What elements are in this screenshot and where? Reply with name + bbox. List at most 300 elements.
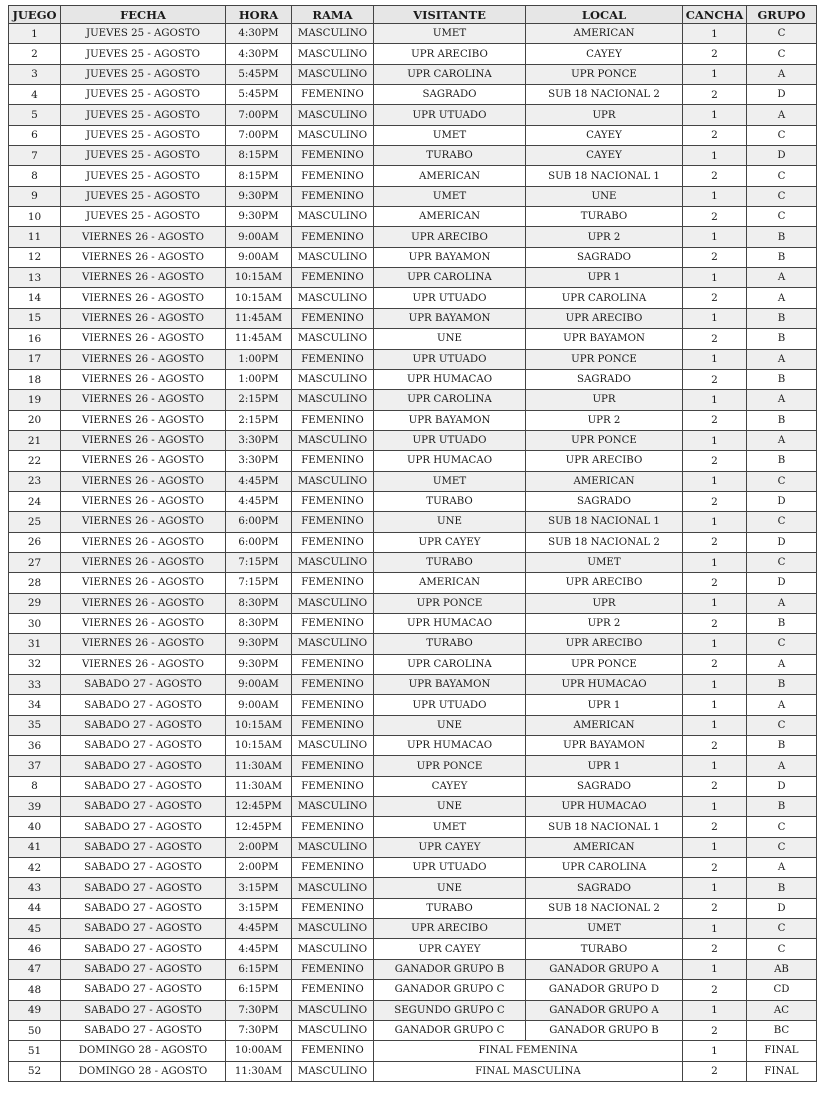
cell-juego: 14 [9, 288, 61, 308]
cell-cancha: 2 [683, 1061, 747, 1081]
cell-juego: 37 [9, 756, 61, 776]
cell-juego: 41 [9, 837, 61, 857]
cell-rama: MASCULINO [292, 247, 374, 267]
cell-juego: 44 [9, 898, 61, 918]
cell-visitante: UMET [374, 471, 526, 491]
cell-fecha: SABADO 27 - AGOSTO [61, 675, 226, 695]
cell-grupo: FINAL [747, 1041, 817, 1061]
cell-local: UPR 2 [526, 613, 683, 633]
cell-grupo: C [747, 186, 817, 206]
cell-fecha: VIERNES 26 - AGOSTO [61, 329, 226, 349]
cell-cancha: 2 [683, 451, 747, 471]
cell-visitante: UPR BAYAMON [374, 675, 526, 695]
cell-fecha: VIERNES 26 - AGOSTO [61, 430, 226, 450]
cell-grupo: B [747, 227, 817, 247]
cell-cancha: 1 [683, 227, 747, 247]
cell-visitante: UPR BAYAMON [374, 247, 526, 267]
cell-hora: 8:30PM [226, 613, 292, 633]
cell-grupo: A [747, 268, 817, 288]
cell-fecha: SABADO 27 - AGOSTO [61, 1020, 226, 1040]
cell-juego: 39 [9, 797, 61, 817]
cell-juego: 18 [9, 369, 61, 389]
cell-grupo: B [747, 878, 817, 898]
cell-cancha: 1 [683, 349, 747, 369]
cell-grupo: D [747, 146, 817, 166]
cell-rama: FEMENINO [292, 654, 374, 674]
cell-hora: 9:00AM [226, 227, 292, 247]
cell-visitante: UNE [374, 878, 526, 898]
cell-hora: 5:45PM [226, 64, 292, 84]
cell-cancha: 2 [683, 980, 747, 1000]
cell-juego: 50 [9, 1020, 61, 1040]
table-row [9, 898, 817, 918]
cell-hora: 8:15PM [226, 166, 292, 186]
table-row [9, 288, 817, 308]
cell-rama: FEMENINO [292, 186, 374, 206]
cell-cancha: 2 [683, 207, 747, 227]
cell-juego: 24 [9, 491, 61, 511]
cell-fecha: VIERNES 26 - AGOSTO [61, 451, 226, 471]
cell-visitante: UPR ARECIBO [374, 919, 526, 939]
cell-hora: 4:30PM [226, 24, 292, 44]
cell-local: SAGRADO [526, 878, 683, 898]
cell-rama: MASCULINO [292, 44, 374, 64]
cell-rama: FEMENINO [292, 858, 374, 878]
cell-visitante: AMERICAN [374, 207, 526, 227]
cell-grupo: A [747, 695, 817, 715]
cell-rama: FEMENINO [292, 1041, 374, 1061]
cell-fecha: JUEVES 25 - AGOSTO [61, 146, 226, 166]
cell-rama: FEMENINO [292, 959, 374, 979]
cell-grupo: B [747, 736, 817, 756]
cell-juego: 1 [9, 24, 61, 44]
cell-fecha: JUEVES 25 - AGOSTO [61, 207, 226, 227]
cell-rama: MASCULINO [292, 1061, 374, 1081]
cell-hora: 4:45PM [226, 919, 292, 939]
cell-rama: MASCULINO [292, 634, 374, 654]
cell-rama: MASCULINO [292, 939, 374, 959]
cell-local: CAYEY [526, 125, 683, 145]
cell-juego: 8 [9, 776, 61, 796]
cell-local: UPR 1 [526, 756, 683, 776]
cell-juego: 25 [9, 512, 61, 532]
cell-local: UPR [526, 105, 683, 125]
cell-rama: FEMENINO [292, 573, 374, 593]
cell-cancha: 1 [683, 593, 747, 613]
table-row [9, 491, 817, 511]
cell-local: UPR PONCE [526, 654, 683, 674]
table-row [9, 756, 817, 776]
cell-hora: 7:00PM [226, 105, 292, 125]
cell-fecha: SABADO 27 - AGOSTO [61, 939, 226, 959]
cell-fecha: VIERNES 26 - AGOSTO [61, 634, 226, 654]
cell-local: SAGRADO [526, 776, 683, 796]
cell-visitante: UPR CAROLINA [374, 654, 526, 674]
cell-juego: 15 [9, 308, 61, 328]
cell-visitante: TURABO [374, 898, 526, 918]
cell-rama: FEMENINO [292, 613, 374, 633]
cell-grupo: B [747, 308, 817, 328]
cell-juego: 30 [9, 613, 61, 633]
cell-rama: MASCULINO [292, 329, 374, 349]
table-row [9, 268, 817, 288]
cell-hora: 9:30PM [226, 634, 292, 654]
cell-grupo: A [747, 593, 817, 613]
table-row [9, 146, 817, 166]
table-row [9, 837, 817, 857]
cell-cancha: 1 [683, 695, 747, 715]
cell-cancha: 1 [683, 756, 747, 776]
cell-rama: MASCULINO [292, 369, 374, 389]
table-row [9, 878, 817, 898]
cell-local: UPR BAYAMON [526, 329, 683, 349]
table-row [9, 797, 817, 817]
cell-grupo: B [747, 410, 817, 430]
cell-hora: 9:00AM [226, 695, 292, 715]
cell-grupo: CD [747, 980, 817, 1000]
cell-hora: 11:45AM [226, 308, 292, 328]
cell-cancha: 1 [683, 146, 747, 166]
cell-visitante: UPR CAROLINA [374, 390, 526, 410]
cell-cancha: 2 [683, 1020, 747, 1040]
cell-cancha: 1 [683, 878, 747, 898]
cell-fecha: VIERNES 26 - AGOSTO [61, 532, 226, 552]
cell-hora: 9:00AM [226, 675, 292, 695]
cell-visitante: GANADOR GRUPO C [374, 980, 526, 1000]
cell-fecha: VIERNES 26 - AGOSTO [61, 573, 226, 593]
cell-local: AMERICAN [526, 24, 683, 44]
cell-cancha: 2 [683, 44, 747, 64]
cell-cancha: 1 [683, 430, 747, 450]
cell-visitante: UPR HUMACAO [374, 369, 526, 389]
cell-visitante: UPR UTUADO [374, 695, 526, 715]
cell-juego: 2 [9, 44, 61, 64]
cell-hora: 8:15PM [226, 146, 292, 166]
cell-hora: 11:30AM [226, 756, 292, 776]
cell-local: GANADOR GRUPO B [526, 1020, 683, 1040]
cell-hora: 9:00AM [226, 247, 292, 267]
cell-rama: FEMENINO [292, 85, 374, 105]
cell-juego: 3 [9, 64, 61, 84]
cell-rama: MASCULINO [292, 837, 374, 857]
table-row [9, 613, 817, 633]
cell-juego: 29 [9, 593, 61, 613]
cell-cancha: 2 [683, 858, 747, 878]
cell-grupo: B [747, 675, 817, 695]
table-row [9, 715, 817, 735]
cell-visitante: UMET [374, 186, 526, 206]
table-row [9, 675, 817, 695]
cell-juego: 49 [9, 1000, 61, 1020]
table-row [9, 817, 817, 837]
cell-visitante: CAYEY [374, 776, 526, 796]
cell-fecha: SABADO 27 - AGOSTO [61, 715, 226, 735]
cell-visitante: UPR CAYEY [374, 837, 526, 857]
header-visitante: VISITANTE [374, 6, 526, 24]
cell-rama: FEMENINO [292, 308, 374, 328]
cell-cancha: 2 [683, 288, 747, 308]
cell-visitante: UPR HUMACAO [374, 451, 526, 471]
table-row [9, 858, 817, 878]
cell-local: SUB 18 NACIONAL 2 [526, 532, 683, 552]
cell-fecha: JUEVES 25 - AGOSTO [61, 186, 226, 206]
cell-grupo: A [747, 756, 817, 776]
cell-grupo: A [747, 858, 817, 878]
cell-grupo: D [747, 85, 817, 105]
cell-visitante: AMERICAN [374, 573, 526, 593]
cell-fecha: DOMINGO 28 - AGOSTO [61, 1061, 226, 1081]
cell-visitante: UPR BAYAMON [374, 410, 526, 430]
table-row [9, 85, 817, 105]
header-grupo: GRUPO [747, 6, 817, 24]
cell-local: UPR CAROLINA [526, 858, 683, 878]
cell-rama: FEMENINO [292, 817, 374, 837]
cell-cancha: 2 [683, 410, 747, 430]
cell-cancha: 2 [683, 369, 747, 389]
cell-juego: 46 [9, 939, 61, 959]
cell-rama: MASCULINO [292, 471, 374, 491]
table-row [9, 308, 817, 328]
cell-fecha: SABADO 27 - AGOSTO [61, 1000, 226, 1020]
cell-cancha: 2 [683, 125, 747, 145]
cell-grupo: B [747, 369, 817, 389]
table-row [9, 1020, 817, 1040]
table-row [9, 654, 817, 674]
cell-fecha: SABADO 27 - AGOSTO [61, 695, 226, 715]
cell-rama: MASCULINO [292, 919, 374, 939]
cell-rama: MASCULINO [292, 288, 374, 308]
cell-juego: 7 [9, 146, 61, 166]
cell-rama: FEMENINO [292, 695, 374, 715]
cell-juego: 21 [9, 430, 61, 450]
cell-grupo: C [747, 919, 817, 939]
cell-rama: FEMENINO [292, 980, 374, 1000]
table-row [9, 227, 817, 247]
cell-juego: 45 [9, 919, 61, 939]
cell-rama: FEMENINO [292, 410, 374, 430]
cell-cancha: 1 [683, 268, 747, 288]
cell-grupo: AC [747, 1000, 817, 1020]
cell-rama: FEMENINO [292, 146, 374, 166]
cell-hora: 6:15PM [226, 959, 292, 979]
cell-juego: 4 [9, 85, 61, 105]
table-row [9, 24, 817, 44]
cell-hora: 2:00PM [226, 837, 292, 857]
cell-hora: 7:00PM [226, 125, 292, 145]
cell-local: UPR ARECIBO [526, 634, 683, 654]
cell-grupo: B [747, 613, 817, 633]
cell-grupo: A [747, 390, 817, 410]
table-row [9, 390, 817, 410]
cell-fecha: VIERNES 26 - AGOSTO [61, 512, 226, 532]
cell-cancha: 2 [683, 654, 747, 674]
table-row [9, 329, 817, 349]
cell-fecha: SABADO 27 - AGOSTO [61, 898, 226, 918]
cell-grupo: BC [747, 1020, 817, 1040]
cell-fecha: JUEVES 25 - AGOSTO [61, 44, 226, 64]
cell-fecha: VIERNES 26 - AGOSTO [61, 471, 226, 491]
cell-fecha: JUEVES 25 - AGOSTO [61, 166, 226, 186]
cell-visitante: UPR UTUADO [374, 858, 526, 878]
table-row [9, 573, 817, 593]
cell-juego: 31 [9, 634, 61, 654]
cell-local: UPR CAROLINA [526, 288, 683, 308]
cell-cancha: 2 [683, 898, 747, 918]
cell-cancha: 2 [683, 817, 747, 837]
cell-visitante: UPR UTUADO [374, 430, 526, 450]
cell-fecha: VIERNES 26 - AGOSTO [61, 268, 226, 288]
cell-hora: 7:15PM [226, 573, 292, 593]
cell-visitante: UPR ARECIBO [374, 44, 526, 64]
cell-juego: 5 [9, 105, 61, 125]
cell-visitante: UPR ARECIBO [374, 227, 526, 247]
cell-visitante: TURABO [374, 146, 526, 166]
cell-local: UPR PONCE [526, 430, 683, 450]
cell-fecha: VIERNES 26 - AGOSTO [61, 349, 226, 369]
cell-local: UPR HUMACAO [526, 675, 683, 695]
cell-fecha: VIERNES 26 - AGOSTO [61, 552, 226, 572]
cell-visitante: GANADOR GRUPO B [374, 959, 526, 979]
header-rama: RAMA [292, 6, 374, 24]
table-row [9, 593, 817, 613]
schedule-table [8, 5, 817, 1082]
cell-cancha: 1 [683, 471, 747, 491]
cell-juego: 52 [9, 1061, 61, 1081]
table-row [9, 349, 817, 369]
cell-local: SUB 18 NACIONAL 2 [526, 85, 683, 105]
cell-local: GANADOR GRUPO D [526, 980, 683, 1000]
cell-local: AMERICAN [526, 837, 683, 857]
table-row [9, 125, 817, 145]
cell-rama: MASCULINO [292, 1020, 374, 1040]
cell-visitante: UPR CAYEY [374, 939, 526, 959]
cell-visitante: UMET [374, 24, 526, 44]
table-row [9, 939, 817, 959]
cell-rama: FEMENINO [292, 898, 374, 918]
header-juego: JUEGO [9, 6, 61, 24]
cell-grupo: B [747, 797, 817, 817]
cell-local: SUB 18 NACIONAL 2 [526, 898, 683, 918]
cell-rama: MASCULINO [292, 797, 374, 817]
cell-grupo: D [747, 776, 817, 796]
cell-visitante: UPR UTUADO [374, 288, 526, 308]
cell-local: UMET [526, 552, 683, 572]
cell-juego: 20 [9, 410, 61, 430]
cell-rama: FEMENINO [292, 268, 374, 288]
cell-local: UPR 2 [526, 227, 683, 247]
table-row [9, 186, 817, 206]
cell-local: UPR PONCE [526, 349, 683, 369]
table-row [9, 776, 817, 796]
cell-juego: 51 [9, 1041, 61, 1061]
cell-cancha: 1 [683, 390, 747, 410]
cell-local: SAGRADO [526, 247, 683, 267]
cell-hora: 5:45PM [226, 85, 292, 105]
cell-cancha: 1 [683, 837, 747, 857]
cell-fecha: VIERNES 26 - AGOSTO [61, 654, 226, 674]
cell-hora: 9:30PM [226, 207, 292, 227]
cell-local: UPR 2 [526, 410, 683, 430]
cell-fecha: SABADO 27 - AGOSTO [61, 959, 226, 979]
cell-rama: FEMENINO [292, 756, 374, 776]
cell-local: AMERICAN [526, 471, 683, 491]
cell-juego: 22 [9, 451, 61, 471]
cell-rama: MASCULINO [292, 105, 374, 125]
cell-grupo: A [747, 105, 817, 125]
cell-rama: FEMENINO [292, 675, 374, 695]
table-row [9, 166, 817, 186]
table-row [9, 451, 817, 471]
cell-grupo: B [747, 247, 817, 267]
cell-cancha: 2 [683, 939, 747, 959]
cell-local: UPR HUMACAO [526, 797, 683, 817]
table-row [9, 980, 817, 1000]
cell-grupo: D [747, 532, 817, 552]
cell-grupo: A [747, 654, 817, 674]
cell-juego: 23 [9, 471, 61, 491]
cell-local: UPR ARECIBO [526, 308, 683, 328]
cell-grupo: C [747, 634, 817, 654]
cell-cancha: 2 [683, 85, 747, 105]
cell-hora: 6:00PM [226, 532, 292, 552]
cell-hora: 10:15AM [226, 715, 292, 735]
cell-rama: FEMENINO [292, 451, 374, 471]
cell-local: CAYEY [526, 44, 683, 64]
cell-cancha: 2 [683, 247, 747, 267]
cell-fecha: VIERNES 26 - AGOSTO [61, 410, 226, 430]
cell-visitante: UPR PONCE [374, 593, 526, 613]
cell-local: UPR ARECIBO [526, 573, 683, 593]
cell-local: UPR 1 [526, 695, 683, 715]
table-row [9, 959, 817, 979]
cell-rama: MASCULINO [292, 878, 374, 898]
cell-grupo: AB [747, 959, 817, 979]
cell-local: UPR BAYAMON [526, 736, 683, 756]
cell-visitante: AMERICAN [374, 166, 526, 186]
cell-visitante: UPR UTUADO [374, 349, 526, 369]
cell-hora: 4:45PM [226, 939, 292, 959]
cell-juego: 8 [9, 166, 61, 186]
cell-local: UPR ARECIBO [526, 451, 683, 471]
cell-juego: 42 [9, 858, 61, 878]
cell-local: SUB 18 NACIONAL 1 [526, 512, 683, 532]
cell-local: GANADOR GRUPO A [526, 959, 683, 979]
cell-cancha: 1 [683, 919, 747, 939]
cell-final-label: FINAL MASCULINA [374, 1061, 683, 1081]
schedule-body [9, 24, 817, 1082]
cell-visitante: UNE [374, 512, 526, 532]
table-row [9, 471, 817, 491]
table-row [9, 552, 817, 572]
cell-juego: 27 [9, 552, 61, 572]
cell-hora: 2:15PM [226, 410, 292, 430]
cell-juego: 35 [9, 715, 61, 735]
cell-cancha: 1 [683, 552, 747, 572]
cell-hora: 1:00PM [226, 349, 292, 369]
cell-hora: 4:45PM [226, 471, 292, 491]
table-row [9, 919, 817, 939]
cell-visitante: UPR CAROLINA [374, 64, 526, 84]
cell-hora: 12:45PM [226, 797, 292, 817]
cell-rama: MASCULINO [292, 390, 374, 410]
cell-grupo: A [747, 430, 817, 450]
table-row [9, 64, 817, 84]
table-row [9, 430, 817, 450]
cell-hora: 6:15PM [226, 980, 292, 1000]
cell-cancha: 1 [683, 64, 747, 84]
cell-visitante: UPR HUMACAO [374, 613, 526, 633]
cell-fecha: VIERNES 26 - AGOSTO [61, 491, 226, 511]
